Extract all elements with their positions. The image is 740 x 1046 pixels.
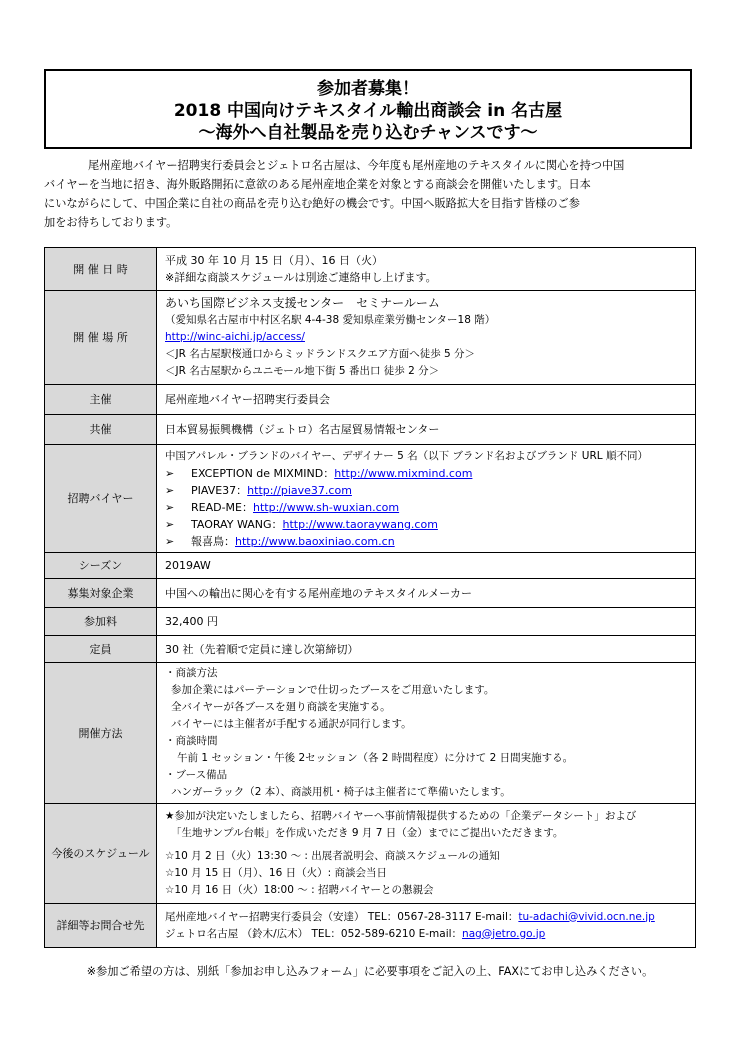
row-target <box>45 579 696 608</box>
info-table <box>44 247 696 948</box>
content-contact <box>157 904 696 948</box>
intro-paragraph <box>44 156 696 232</box>
buyer-item: ➢ EXCEPTION de MIXMIND：http://www.mixmind.com <box>165 466 473 480</box>
schedule-line: ★参加が決定いたしましたら、招聘バイヤーへ事前情報提供するための「企業データシート」および <box>165 810 637 822</box>
content-fee: 32,400 円 <box>157 608 696 636</box>
row-venue <box>45 291 696 385</box>
venue-access-1: ＜JR 名古屋駅桜通口からミッドランドスクエア方面へ徒歩 5 分＞ <box>165 348 476 360</box>
label-method: 開催方法 <box>45 663 157 804</box>
content-date <box>157 248 696 291</box>
content-capacity: 30 社（先着順で定員に達し次第締切） <box>157 636 696 663</box>
arrow-bullet-icon: ➢ <box>165 534 175 548</box>
contact-line-2: ジェトロ名古屋 （鈴木/広木） TEL：052-589-6210 E-mail：nag@jetro.go.jp <box>165 927 546 940</box>
row-contact <box>45 904 696 948</box>
label-buyers: 招聘バイヤー <box>45 445 157 553</box>
venue-access-2: ＜JR 名古屋駅からユニモール地下街 5 番出口 徒歩 2 分＞ <box>165 365 440 377</box>
content-target: 中国への輸出に関心を有する尾州産地のテキスタイルメーカー <box>157 579 696 608</box>
venue-name: あいち国際ビジネス支援センター セミナールーム <box>165 296 440 310</box>
intro-line: 加をお待ちしております。 <box>44 216 178 229</box>
method-line: ハンガーラック（2 本）、商談用机・椅子は主催者にて準備いたします。 <box>171 786 511 798</box>
method-line: ・ブース備品 <box>165 769 228 781</box>
title-box <box>44 69 692 149</box>
content-host: 尾州産地バイヤー招聘実行委員会 <box>157 385 696 415</box>
row-date <box>45 248 696 291</box>
method-line: ・商談方法 <box>165 667 218 679</box>
contact-email-1[interactable]: tu-adachi@vivid.ocn.ne.jp <box>518 910 655 923</box>
buyer-item: ➢ PIAVE37：http://piave37.com <box>165 483 352 497</box>
content-buyers <box>157 445 696 553</box>
method-line: 全バイヤーが各ブースを廻り商談を実施する。 <box>171 701 391 713</box>
arrow-bullet-icon: ➢ <box>165 500 175 514</box>
label-schedule: 今後のスケジュール <box>45 804 157 904</box>
buyer-item: ➢ READ-ME：http://www.sh-wuxian.com <box>165 500 400 514</box>
label-capacity: 定員 <box>45 636 157 663</box>
content-cohost: 日本貿易振興機構（ジェトロ）名古屋貿易情報センター <box>157 415 696 445</box>
content-venue <box>157 291 696 385</box>
date-value: 平成 30 年 10 月 15 日（月）、16 日（火） <box>165 254 383 267</box>
title-line-3: ～海外へ自社製品を売り込むチャンスです～ <box>198 123 538 143</box>
title-line-2: 2018 中国向けテキスタイル輸出商談会 in 名古屋 <box>173 101 563 121</box>
row-season <box>45 553 696 579</box>
buyer-link[interactable]: http://piave37.com <box>247 483 352 497</box>
schedule-line: 「生地サンプル台帳」を作成いただき 9 月 7 日（金）までにご提出いただきます。 <box>171 827 564 839</box>
label-contact: 詳細等お問合せ先 <box>45 904 157 948</box>
label-venue: 開 催 場 所 <box>45 291 157 385</box>
buyer-link[interactable]: http://www.taoraywang.com <box>282 517 438 531</box>
contact-line-1: 尾州産地バイヤー招聘実行委員会（安達） TEL：0567-28-3117 E-mail：tu-adachi@vivid.ocn.ne.jp <box>165 910 655 923</box>
buyer-link[interactable]: http://www.baoxiniao.com.cn <box>235 534 395 548</box>
schedule-line: ☆10 月 15 日（月）、16 日（火）: 商談会当日 <box>165 867 387 879</box>
row-host <box>45 385 696 415</box>
method-line: 参加企業にはパーテーションで仕切ったブースをご用意いたします。 <box>171 684 495 696</box>
footer-note: ※参加ご希望の方は、別紙「参加お申し込みフォーム」に必要事項をご記入の上、FAXにてお申し込みください。 <box>86 965 654 978</box>
label-target: 募集対象企業 <box>45 579 157 608</box>
venue-address: （愛知県名古屋市中村区名駅 4-4-38 愛知県産業労働センター18 階） <box>165 314 496 326</box>
contact-email-2[interactable]: nag@jetro.go.jp <box>462 927 546 940</box>
method-line: ・商談時間 <box>165 735 218 747</box>
buyers-intro: 中国アパレル・ブランドのバイヤー、デザイナー 5 名（以下 ブランド名およびブランド URL 順不同） <box>165 449 648 462</box>
content-schedule <box>157 804 696 904</box>
buyer-item: ➢ 報喜鳥：http://www.baoxiniao.com.cn <box>165 534 395 548</box>
content-method <box>157 663 696 804</box>
date-note: ※詳細な商談スケジュールは別途ご連絡申し上げます。 <box>165 271 437 284</box>
title-line-1: 参加者募集！ <box>317 79 419 99</box>
label-season: シーズン <box>45 553 157 579</box>
row-method <box>45 663 696 804</box>
buyer-link[interactable]: http://www.mixmind.com <box>334 466 473 480</box>
label-fee: 参加料 <box>45 608 157 636</box>
schedule-line: ☆10 月 2 日（火）13:30 ～ : 出展者説明会、商談スケジュールの通知 <box>165 850 500 862</box>
label-host: 主催 <box>45 385 157 415</box>
label-cohost: 共催 <box>45 415 157 445</box>
arrow-bullet-icon: ➢ <box>165 466 175 480</box>
arrow-bullet-icon: ➢ <box>165 517 175 531</box>
row-buyers <box>45 445 696 553</box>
row-schedule <box>45 804 696 904</box>
content-season: 2019AW <box>157 553 696 579</box>
label-date: 開 催 日 時 <box>45 248 157 291</box>
row-capacity <box>45 636 696 663</box>
schedule-line: ☆10 月 16 日（火）18:00 ～ : 招聘バイヤーとの懇親会 <box>165 884 434 896</box>
buyer-link[interactable]: http://www.sh-wuxian.com <box>253 500 400 514</box>
method-line: バイヤーには主催者が手配する通訳が同行します。 <box>171 718 412 730</box>
row-fee <box>45 608 696 636</box>
buyer-item: ➢ TAORAY WANG：http://www.taoraywang.com <box>165 517 438 531</box>
row-cohost <box>45 415 696 445</box>
method-line: 午前 1 セッション・午後 2セッション（各 2 時間程度）に分けて 2 日間実施する。 <box>177 752 574 764</box>
intro-line: 尾州産地バイヤー招聘実行委員会とジェトロ名古屋は、今年度も尾州産地のテキスタイルに関心を持つ中国 <box>88 159 625 172</box>
intro-line: にいながらにして、中国企業に自社の商品を売り込む絶好の機会です。中国へ販路拡大を目指す皆様のご参 <box>44 197 580 210</box>
arrow-bullet-icon: ➢ <box>165 483 175 497</box>
venue-access-link[interactable]: http://winc-aichi.jp/access/ <box>165 331 305 343</box>
intro-line: バイヤーを当地に招き、海外販路開拓に意欲のある尾州産地企業を対象とする商談会を開催いたします。日本 <box>44 178 591 191</box>
